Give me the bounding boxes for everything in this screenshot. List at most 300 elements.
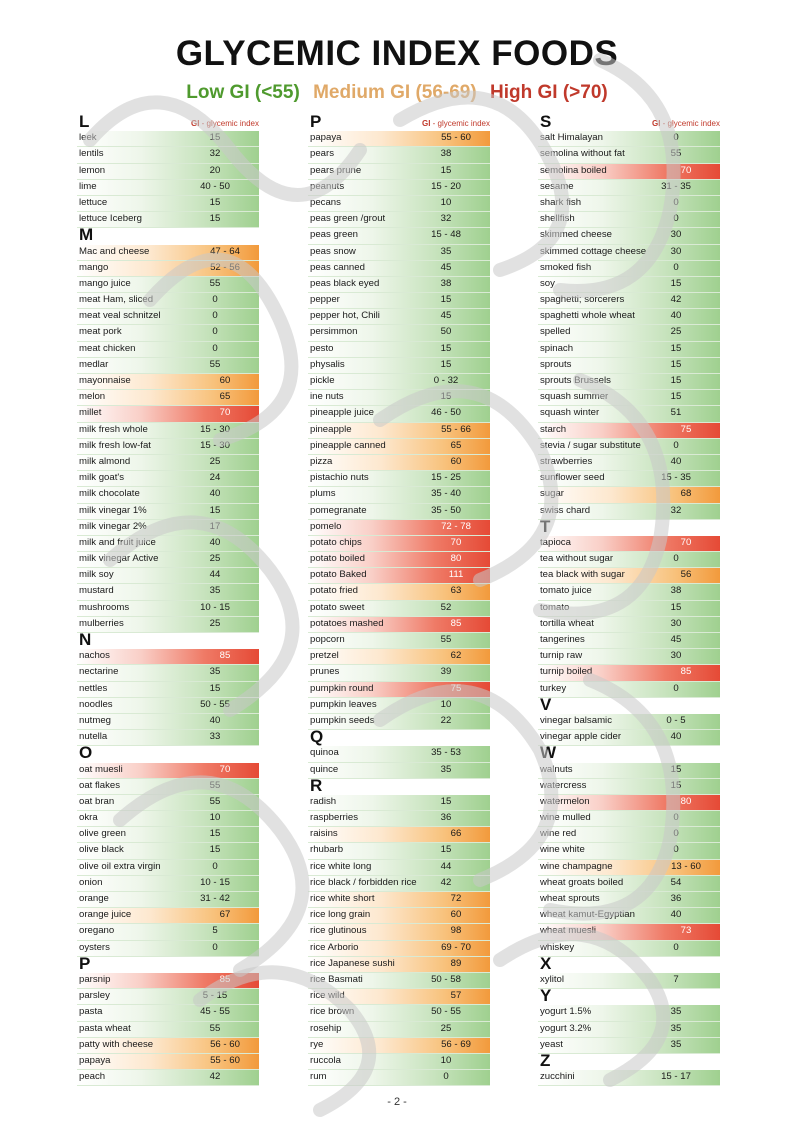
food-row [77, 601, 259, 617]
food-row [538, 261, 720, 277]
gi-value: 73 [680, 925, 692, 937]
food-row [77, 682, 259, 698]
food-row [77, 665, 259, 681]
food-row [538, 827, 720, 843]
gi-value: 85 [680, 666, 692, 678]
food-row [308, 795, 490, 811]
gi-value: 111 [448, 569, 464, 581]
food-row [77, 1022, 259, 1038]
gi-value: 42 [670, 294, 682, 306]
gi-value: 50 [440, 326, 452, 338]
food-column-2 [308, 112, 490, 1086]
gi-value: 0 [212, 326, 218, 338]
gi-value: 15 - 48 [431, 229, 461, 241]
food-row [77, 487, 259, 503]
gi-value: 15 [670, 342, 682, 354]
food-name: peas canned [310, 261, 365, 273]
food-row [538, 536, 720, 552]
food-row [308, 584, 490, 600]
food-name: sesame [540, 180, 574, 192]
food-name: olive green [79, 828, 126, 840]
food-row [77, 811, 259, 827]
food-row [308, 439, 490, 455]
food-name: smoked fish [540, 261, 592, 273]
food-name: plums [310, 488, 336, 500]
food-name: rice Basmati [310, 973, 363, 985]
food-row [538, 649, 720, 665]
food-name: physalis [310, 358, 345, 370]
food-name: pomelo [310, 520, 342, 532]
food-row [77, 342, 259, 358]
gi-value: 22 [440, 714, 452, 726]
gi-value: 35 [670, 1038, 682, 1050]
food-row [538, 601, 720, 617]
food-row [77, 1054, 259, 1070]
food-name: stevia / sugar substitute [540, 439, 641, 451]
letter-label: V [540, 694, 552, 714]
gi-value: 55 [209, 277, 221, 289]
gi-value: 52 [440, 601, 452, 613]
food-row [538, 277, 720, 293]
food-row [538, 147, 720, 163]
food-name: nettles [79, 682, 108, 694]
letter-label: W [540, 743, 557, 763]
food-row [308, 665, 490, 681]
food-name: milk fresh whole [79, 423, 148, 435]
food-name: popcorn [310, 634, 345, 645]
food-name: mustard [79, 585, 114, 597]
gi-value: 10 [440, 698, 452, 710]
gi-value: 45 - 55 [200, 1006, 230, 1018]
food-name: wine red [540, 828, 577, 840]
food-row [308, 989, 490, 1005]
food-name: wine mulled [540, 812, 591, 824]
food-name: vinegar balsamic [540, 714, 612, 726]
gi-value: 40 [670, 310, 682, 322]
letter-label: P [79, 953, 91, 973]
food-name: semolina boiled [540, 164, 607, 176]
food-row [538, 390, 720, 406]
food-row [308, 325, 490, 341]
food-row [538, 471, 720, 487]
gi-value: 35 [440, 763, 452, 775]
food-row [308, 941, 490, 957]
food-row [77, 131, 259, 147]
gi-value: 57 [450, 990, 462, 1002]
food-name: ine nuts [310, 391, 344, 403]
food-row [77, 924, 259, 940]
gi-value: 32 [440, 213, 452, 225]
food-row [308, 876, 490, 892]
food-name: milk vinegar Active [79, 553, 159, 565]
gi-value: 20 [209, 164, 221, 176]
gi-value: 40 [670, 455, 682, 467]
food-name: pomegranate [310, 504, 367, 516]
food-name: pistachio nuts [310, 472, 369, 484]
food-name: watermelon [540, 795, 590, 807]
gi-value: 5 - 15 [202, 990, 228, 1002]
gi-value: 45 [440, 310, 452, 322]
food-name: lime [79, 180, 97, 192]
gi-value: 63 [450, 585, 462, 597]
food-name: pretzel [310, 650, 339, 662]
food-name: tortilla wheat [540, 617, 594, 629]
food-row [308, 423, 490, 439]
gi-value: 0 [673, 213, 679, 225]
food-name: orange juice [79, 909, 132, 921]
gi-value: 54 [670, 876, 682, 888]
food-row [308, 131, 490, 147]
food-name: olive oil extra virgin [79, 860, 161, 872]
letter-label: L [79, 112, 90, 131]
food-name: nectarine [79, 666, 119, 678]
gi-value: 15 - 20 [431, 180, 461, 192]
food-row [77, 406, 259, 422]
gi-value: 55 - 66 [441, 423, 471, 435]
gi-value: 42 [440, 876, 452, 888]
food-name: mango [79, 261, 109, 273]
gi-value: 66 [450, 828, 462, 840]
gi-value: 60 [219, 375, 231, 386]
food-row [77, 212, 259, 228]
food-row [308, 763, 490, 779]
food-name: walnuts [540, 763, 573, 775]
food-row [308, 180, 490, 196]
food-name: strawberries [540, 455, 593, 467]
letter-label: X [540, 953, 552, 973]
gi-value: 62 [450, 650, 462, 662]
food-name: spaghetti whole wheat [540, 310, 635, 322]
gi-value: 30 [670, 245, 682, 257]
food-row [308, 843, 490, 859]
food-row [77, 439, 259, 455]
letter-label: R [310, 775, 323, 795]
food-name: lettuce [79, 196, 108, 208]
food-row [77, 892, 259, 908]
gi-value: 45 [440, 261, 452, 273]
gi-value: 15 [440, 164, 452, 176]
food-row [538, 552, 720, 568]
food-name: papaya [310, 132, 342, 144]
food-name: pizza [310, 455, 333, 467]
food-row [538, 1070, 720, 1086]
gi-value: 46 - 50 [431, 407, 461, 419]
gi-value: 35 [440, 245, 452, 257]
letter-label: S [540, 112, 552, 131]
food-row [308, 617, 490, 633]
food-row [538, 617, 720, 633]
letter-header [77, 953, 259, 973]
gi-value: 0 [673, 941, 679, 953]
gi-value: 55 [209, 1022, 221, 1034]
food-row [308, 277, 490, 293]
gi-value: 36 [440, 812, 452, 824]
gi-value: 15 - 30 [200, 439, 230, 451]
gi-value: 35 [209, 585, 221, 597]
food-row [538, 196, 720, 212]
food-name: milk goat's [79, 472, 125, 484]
food-row [538, 714, 720, 730]
food-row [538, 1005, 720, 1021]
letter-header [538, 743, 720, 763]
food-row [308, 374, 490, 390]
letter-label: N [79, 630, 92, 649]
food-name: okra [79, 812, 98, 824]
food-name: sprouts [540, 358, 572, 370]
food-name: pumpkin round [310, 682, 374, 694]
food-row [538, 455, 720, 471]
food-row [77, 584, 259, 600]
food-row [77, 714, 259, 730]
food-name: milk soy [79, 569, 114, 581]
food-row [77, 325, 259, 341]
food-name: quinoa [310, 747, 339, 759]
gi-value: 25 [209, 553, 221, 565]
gi-value: 52 - 56 [210, 261, 240, 273]
food-row [77, 423, 259, 439]
gi-value: 15 [670, 779, 682, 791]
legend-low: Low GI (<55) [186, 82, 300, 103]
gi-value: 75 [450, 682, 462, 694]
food-name: medlar [79, 358, 109, 370]
food-name: potato sweet [310, 601, 365, 613]
food-row [77, 779, 259, 795]
food-name: oysters [79, 941, 110, 953]
food-row [77, 520, 259, 536]
gi-value: 15 [670, 277, 682, 289]
food-row [538, 374, 720, 390]
food-name: melon [79, 391, 106, 403]
food-name: rice Japanese sushi [310, 957, 395, 969]
food-name: sugar [540, 488, 564, 500]
food-row [77, 617, 259, 633]
food-name: olive black [79, 844, 124, 856]
food-name: leek [79, 132, 97, 144]
page-title: GLYCEMIC INDEX FOODS [175, 34, 619, 73]
food-row [538, 1038, 720, 1054]
letter-header [308, 775, 490, 795]
gi-value: 15 - 25 [431, 472, 461, 484]
food-row [77, 293, 259, 309]
gi-caption: GI - glycemic index [421, 119, 490, 128]
food-name: spinach [540, 342, 574, 354]
food-name: millet [79, 407, 102, 419]
gi-value: 15 [670, 391, 682, 403]
food-row [538, 293, 720, 309]
food-name: mushrooms [79, 601, 130, 613]
food-name: Mac and cheese [79, 245, 150, 257]
food-row [538, 795, 720, 811]
food-row [538, 924, 720, 940]
food-name: turnip raw [540, 650, 583, 662]
gi-value: 25 [440, 1022, 452, 1034]
food-row [538, 584, 720, 600]
food-name: meat Ham, sliced [79, 294, 154, 306]
letter-header [308, 112, 490, 131]
food-name: milk and fruit juice [79, 536, 156, 548]
gi-value: 15 [670, 375, 682, 386]
food-name: potato boiled [310, 553, 365, 565]
gi-value: 15 [209, 504, 221, 516]
food-row [538, 843, 720, 859]
food-row [77, 698, 259, 714]
gi-value: 35 - 53 [431, 747, 461, 759]
food-row [77, 504, 259, 520]
legend-high: High GI (>70) [490, 82, 608, 103]
food-row [77, 455, 259, 471]
food-name: rice glutinous [310, 925, 367, 937]
food-row [77, 860, 259, 876]
gi-value: 50 - 58 [431, 973, 461, 985]
food-row [308, 228, 490, 244]
gi-value: 15 [209, 828, 221, 840]
page-number: - 2 - [387, 1096, 407, 1108]
food-name: peas black eyed [310, 277, 380, 289]
food-name: milk fresh low-fat [79, 439, 151, 451]
food-name: ruccola [310, 1054, 341, 1066]
food-row [308, 698, 490, 714]
food-row [308, 504, 490, 520]
gi-value: 15 [670, 358, 682, 370]
letter-label: Q [310, 727, 324, 747]
food-row [538, 164, 720, 180]
food-name: mulberries [79, 617, 124, 629]
gi-value: 70 [680, 536, 692, 548]
food-row [77, 941, 259, 957]
food-row [308, 309, 490, 325]
gi-value: 0 [443, 1071, 449, 1083]
legend-medium: Medium GI (56-69) [313, 82, 477, 103]
food-row [308, 520, 490, 536]
gi-value: 25 [209, 617, 221, 629]
gi-value: 35 [670, 1022, 682, 1034]
food-row [538, 763, 720, 779]
gi-value: 55 - 60 [441, 132, 471, 144]
food-name: pineapple juice [310, 407, 375, 419]
food-row [538, 568, 720, 584]
gi-value: 32 [670, 504, 682, 516]
food-name: pumpkin leaves [310, 698, 377, 710]
gi-value: 75 [680, 423, 692, 435]
gi-value: 32 [209, 148, 221, 160]
food-row [538, 730, 720, 746]
food-name: milk almond [79, 455, 131, 467]
gi-value: 85 [450, 617, 462, 629]
food-row [538, 212, 720, 228]
food-row [538, 342, 720, 358]
gi-value: 0 - 32 [433, 375, 459, 386]
gi-value: 10 [440, 1054, 452, 1066]
letter-label: Z [540, 1050, 551, 1070]
gi-value: 44 [209, 569, 221, 581]
food-row [308, 245, 490, 261]
food-name: turnip boiled [540, 666, 593, 678]
food-name: swiss chard [540, 504, 591, 516]
gi-value: 15 [440, 358, 452, 370]
food-row [308, 568, 490, 584]
food-name: rosehip [310, 1022, 342, 1034]
food-row [77, 1070, 259, 1086]
gi-value: 55 [440, 634, 452, 645]
food-row [77, 1005, 259, 1021]
food-name: rice Arborio [310, 941, 359, 953]
gi-value: 15 [440, 342, 452, 354]
food-name: rice brown [310, 1006, 355, 1018]
food-row [308, 487, 490, 503]
gi-value: 0 [212, 941, 218, 953]
gi-value: 15 [440, 391, 452, 403]
food-row [77, 989, 259, 1005]
food-name: spaghetti; sorcerers [540, 294, 625, 306]
food-name: wheat groats boiled [540, 876, 624, 888]
gi-value: 35 - 40 [431, 488, 461, 500]
letter-header [538, 1050, 720, 1070]
gi-value: 15 [209, 196, 221, 208]
food-name: tangerines [540, 634, 585, 645]
food-name: wheat sprouts [540, 893, 600, 904]
food-row [308, 455, 490, 471]
gi-value: 15 [440, 844, 452, 856]
gi-value: 55 [670, 148, 682, 160]
food-row [308, 342, 490, 358]
gi-value: 15 [440, 294, 452, 306]
gi-value: 0 [212, 294, 218, 306]
food-name: meat pork [79, 326, 122, 338]
food-column-1 [77, 112, 259, 1086]
letter-header [538, 516, 720, 536]
gi-value: 68 [680, 488, 692, 500]
food-name: oat muesli [79, 763, 123, 775]
food-row [538, 439, 720, 455]
food-name: papaya [79, 1054, 111, 1066]
food-name: pepper [310, 294, 340, 306]
gi-value: 40 [670, 909, 682, 921]
gi-value: 40 [209, 714, 221, 726]
gi-value: 65 [450, 439, 462, 451]
food-row [538, 860, 720, 876]
food-name: pears [310, 148, 334, 160]
gi-value: 80 [680, 795, 692, 807]
food-name: rice long grain [310, 909, 371, 921]
gi-value: 56 - 60 [210, 1038, 240, 1050]
gi-caption: GI - glycemic index [651, 119, 720, 128]
gi-value: 47 - 64 [210, 245, 240, 257]
food-row [77, 568, 259, 584]
gi-value: 55 [209, 795, 221, 807]
food-name: onion [79, 876, 103, 888]
gi-value: 85 [219, 973, 231, 985]
gi-value: 0 [673, 439, 679, 451]
food-row [308, 1038, 490, 1054]
food-name: patty with cheese [79, 1038, 154, 1050]
food-row [308, 714, 490, 730]
gi-value: 89 [450, 957, 462, 969]
letter-label: P [310, 112, 322, 131]
gi-value: 35 - 50 [431, 504, 461, 516]
gi-value: 0 [212, 860, 218, 872]
food-row [538, 973, 720, 989]
food-row [308, 811, 490, 827]
food-row [77, 374, 259, 390]
gi-value: 51 [670, 407, 682, 419]
food-name: rice white short [310, 893, 375, 904]
gi-value: 25 [670, 326, 682, 338]
food-row [538, 908, 720, 924]
gi-value: 38 [670, 585, 682, 597]
food-row [308, 973, 490, 989]
gi-value: 0 [673, 132, 679, 144]
gi-value: 13 - 60 [671, 860, 701, 872]
